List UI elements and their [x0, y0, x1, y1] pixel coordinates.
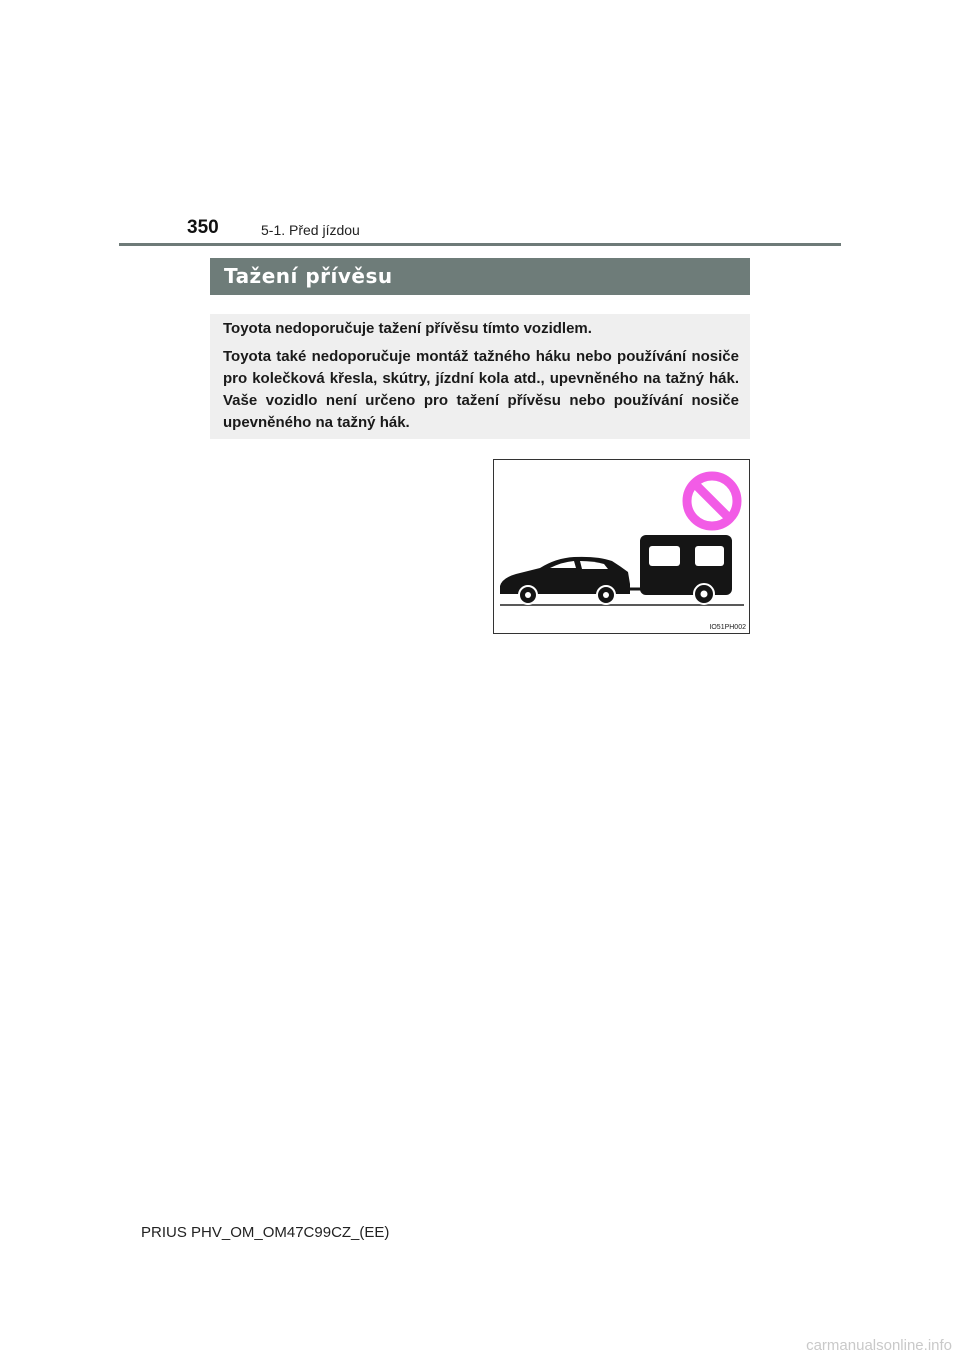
notice-paragraph: Toyota také nedoporučuje montáž tažného háku nebo používání nosiče pro kolečková křesla, skútry, jízdní kola atd., upevněného na tažný hák. Vaše vozidlo není určeno pro tažení přívěsu nebo používání nosiče upevněného na tažný hák. [223, 348, 739, 431]
footer-document-id: PRIUS PHV_OM_OM47C99CZ_(EE) [141, 1224, 390, 1241]
page-number: 350 [187, 217, 219, 238]
notice-box [210, 314, 750, 439]
towing-prohibited-illustration [493, 459, 750, 634]
section-label: 5-1. Před jízdou [261, 222, 360, 238]
section-title-bar [210, 258, 750, 295]
image-code: IO51PH002 [709, 624, 746, 631]
trailer-icon [640, 535, 732, 604]
watermark[interactable]: carmanualsonline.info [806, 1337, 952, 1354]
illustration-drawing [494, 460, 749, 633]
section-title: Tažení přívěsu [224, 264, 393, 288]
car-icon [500, 557, 630, 604]
header-divider [119, 243, 841, 246]
prohibited-icon [687, 476, 737, 526]
notice-paragraph: Toyota nedoporučuje tažení přívěsu tímto vozidlem. [223, 320, 592, 337]
